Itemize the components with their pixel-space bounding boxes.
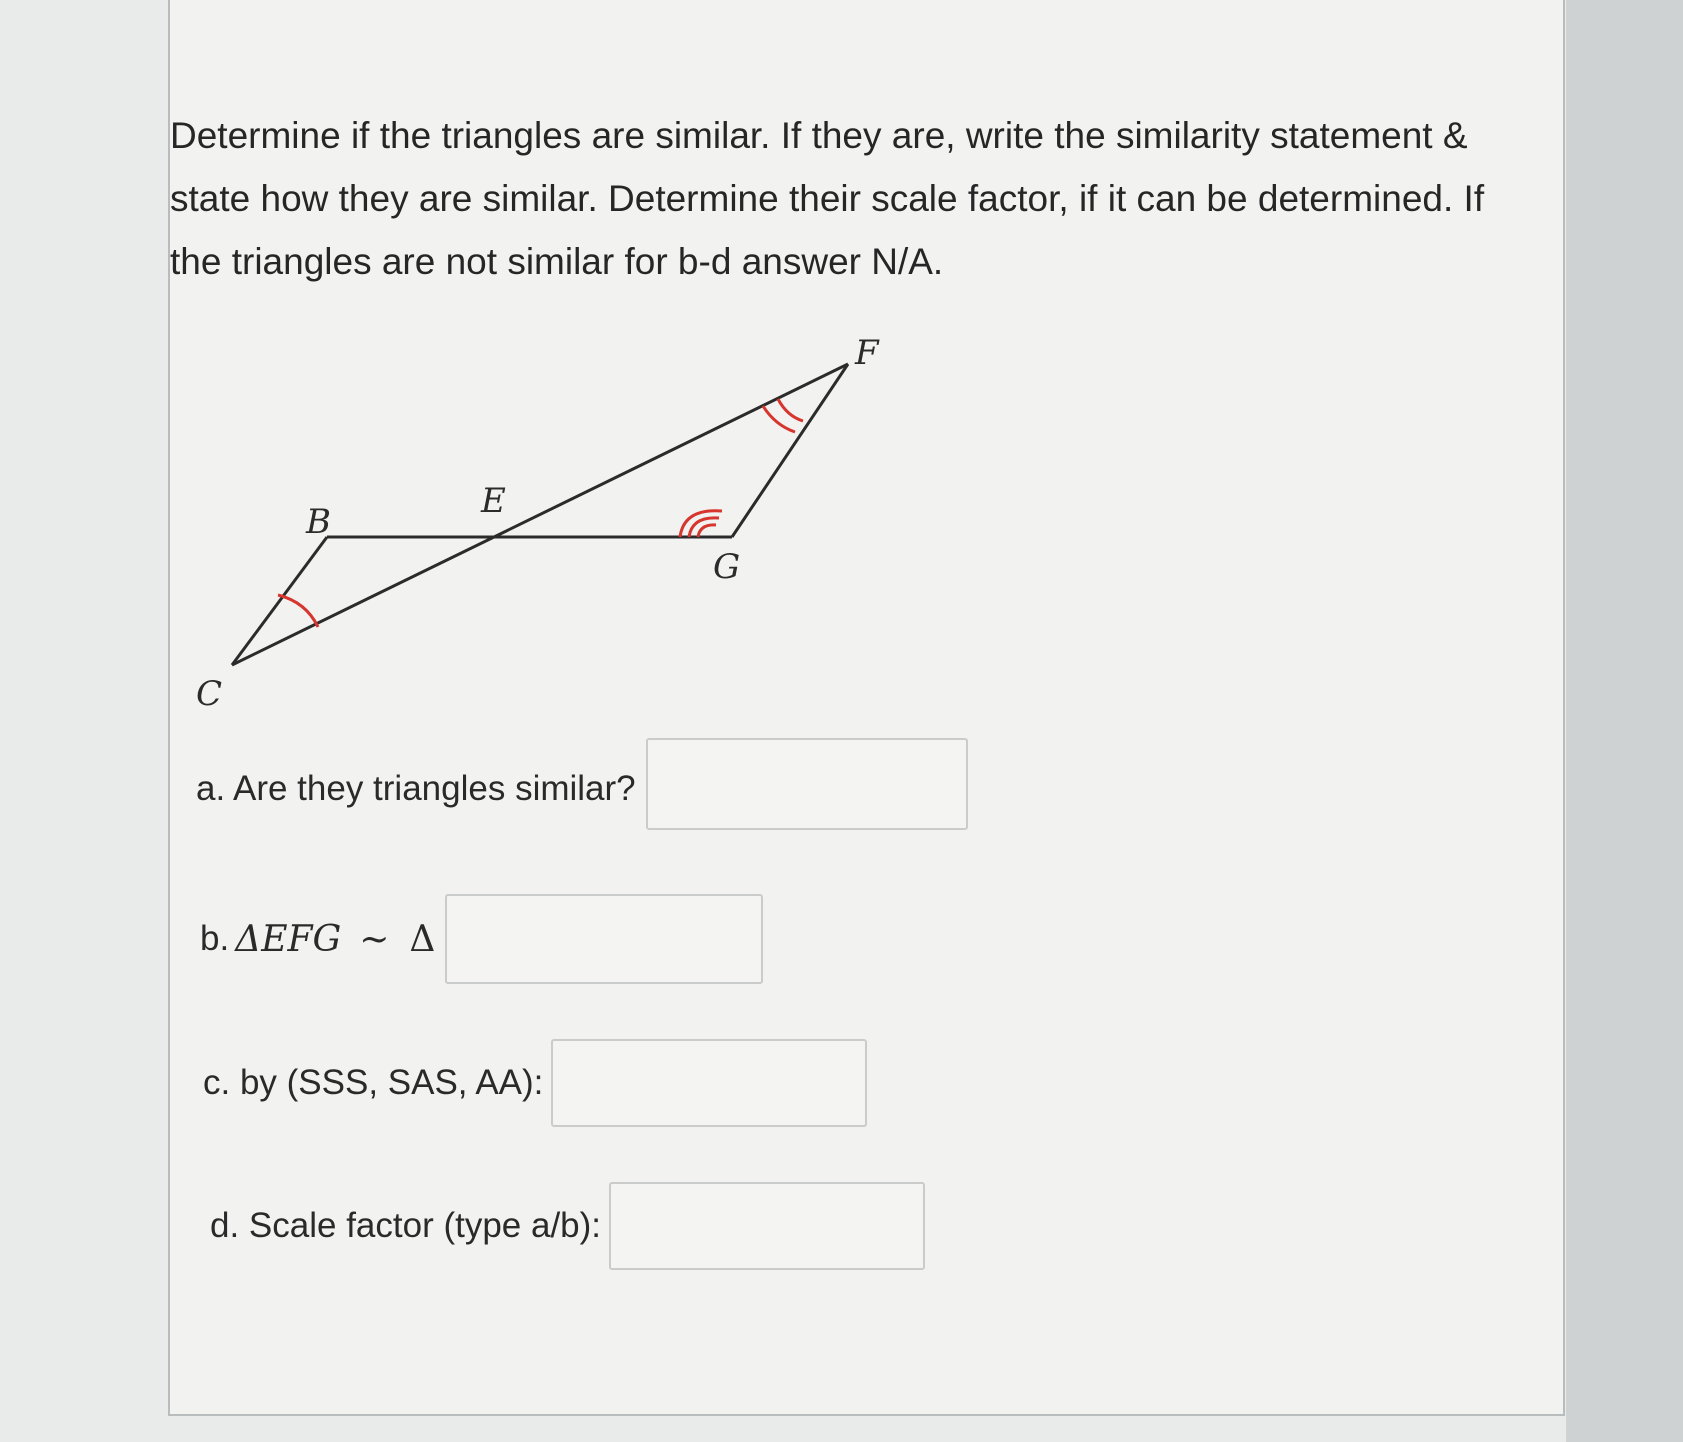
part-d-answer-input[interactable] bbox=[609, 1182, 925, 1270]
segment-bc bbox=[232, 537, 327, 665]
part-c-label: c. by (SSS, SAS, AA): bbox=[203, 1063, 544, 1102]
angle-mark-g-3 bbox=[698, 525, 716, 537]
label-b: B bbox=[306, 502, 331, 542]
label-g: G bbox=[713, 547, 741, 587]
part-b-answer-input[interactable] bbox=[445, 894, 763, 984]
angle-mark-f-outer bbox=[763, 406, 795, 432]
part-c-answer-input[interactable] bbox=[551, 1039, 867, 1127]
part-d-label: d. Scale factor (type a/b): bbox=[210, 1206, 602, 1245]
part-b-similar-symbol: ~ bbox=[359, 918, 390, 960]
angle-mark-f-inner bbox=[778, 399, 803, 421]
part-a-label: a. Are they triangles similar? bbox=[196, 769, 636, 808]
part-b-delta: Δ bbox=[409, 918, 436, 960]
part-b-triangle-efg: ΔEFG bbox=[235, 918, 342, 960]
label-c: C bbox=[196, 674, 223, 714]
part-c-row bbox=[203, 1039, 867, 1127]
angle-mark-c bbox=[278, 595, 318, 627]
part-b-row bbox=[200, 894, 763, 984]
part-b-prefix: b. bbox=[200, 919, 230, 958]
question-text: Determine if the triangles are similar. If they are, write the similarity statement & state how they are similar. Determine their scale factor, if it can be determined. If the triangles are not similar for b-d answer N/A. bbox=[170, 115, 1485, 282]
label-f: F bbox=[855, 333, 879, 373]
segment-fg bbox=[732, 364, 848, 537]
label-e: E bbox=[481, 481, 506, 521]
part-a-row bbox=[196, 748, 968, 830]
part-d-row bbox=[210, 1182, 925, 1270]
part-a-answer-input[interactable] bbox=[646, 738, 968, 830]
